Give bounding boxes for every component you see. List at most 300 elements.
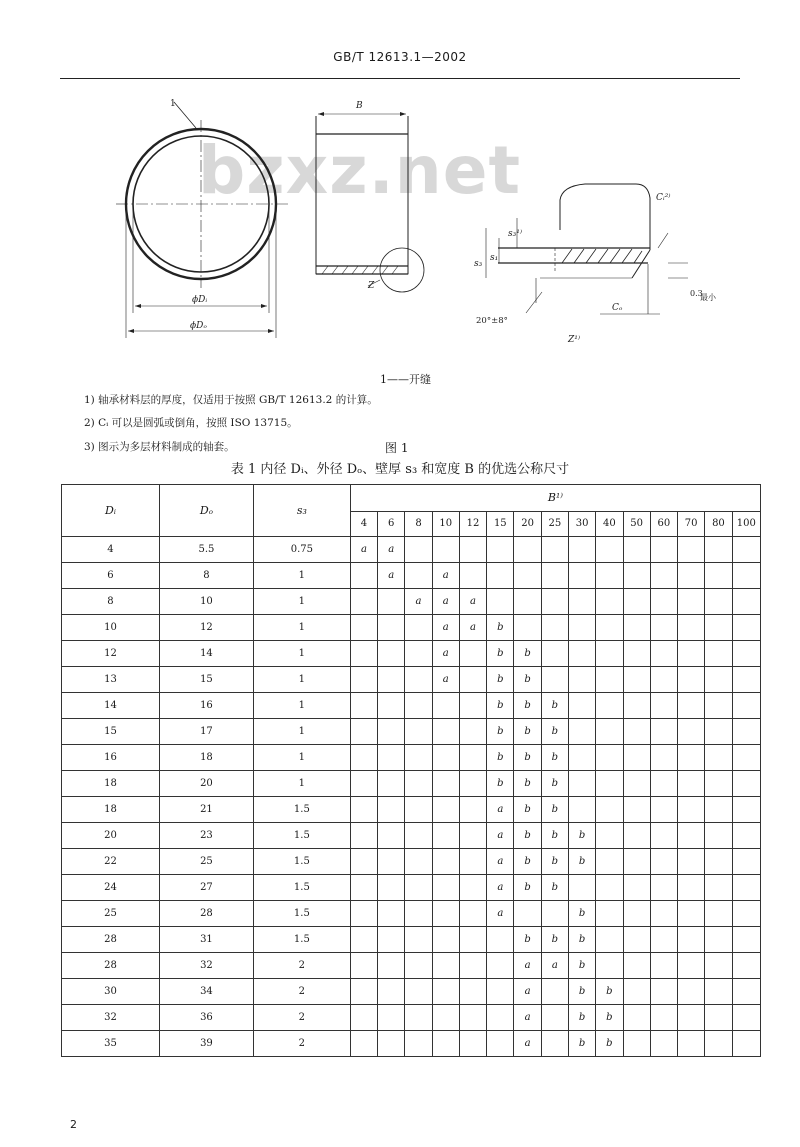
availability-mark-cell	[405, 641, 432, 667]
availability-mark-cell	[405, 849, 432, 875]
availability-mark-cell	[705, 927, 732, 953]
availability-mark-cell	[596, 771, 623, 797]
availability-mark-cell	[705, 797, 732, 823]
availability-mark-cell: b	[541, 849, 568, 875]
availability-mark-cell	[678, 797, 705, 823]
di-cell: 22	[62, 849, 160, 875]
availability-mark-cell	[650, 693, 677, 719]
availability-mark-cell: a	[487, 797, 514, 823]
availability-mark-cell	[623, 979, 650, 1005]
b-value-header: 40	[596, 512, 623, 537]
table-row	[62, 745, 761, 771]
table-row	[62, 1031, 761, 1057]
availability-mark-cell	[405, 979, 432, 1005]
b-value-header: 50	[623, 512, 650, 537]
availability-mark-cell	[541, 1005, 568, 1031]
availability-mark-cell: b	[541, 771, 568, 797]
availability-mark-cell	[650, 563, 677, 589]
b-value-header: 12	[459, 512, 486, 537]
availability-mark-cell	[705, 875, 732, 901]
availability-mark-cell	[432, 1005, 459, 1031]
availability-mark-cell	[705, 641, 732, 667]
do-cell: 8	[159, 563, 253, 589]
availability-mark-cell	[678, 1005, 705, 1031]
availability-mark-cell	[541, 979, 568, 1005]
availability-mark-cell	[350, 745, 377, 771]
di-cell: 10	[62, 615, 160, 641]
availability-mark-cell	[405, 1005, 432, 1031]
availability-mark-cell	[596, 615, 623, 641]
availability-mark-cell: a	[514, 1031, 541, 1057]
availability-mark-cell	[596, 849, 623, 875]
availability-mark-cell	[650, 589, 677, 615]
availability-mark-cell	[650, 771, 677, 797]
di-cell: 13	[62, 667, 160, 693]
header-rule	[60, 78, 740, 79]
dim-b-label: B	[356, 101, 363, 111]
availability-mark-cell	[459, 771, 486, 797]
availability-mark-cell: a	[459, 615, 486, 641]
availability-mark-cell	[650, 537, 677, 563]
availability-mark-cell	[514, 615, 541, 641]
availability-mark-cell	[705, 745, 732, 771]
availability-mark-cell	[541, 1031, 568, 1057]
availability-mark-cell	[487, 589, 514, 615]
availability-mark-cell: a	[541, 953, 568, 979]
availability-mark-cell: b	[568, 1005, 595, 1031]
availability-mark-cell: b	[541, 927, 568, 953]
s3-cell: 1	[253, 693, 350, 719]
availability-mark-cell	[378, 641, 405, 667]
availability-mark-cell	[705, 979, 732, 1005]
availability-mark-cell: b	[487, 693, 514, 719]
availability-mark-cell	[732, 875, 760, 901]
table-row	[62, 875, 761, 901]
availability-mark-cell: a	[432, 615, 459, 641]
availability-mark-cell	[705, 1005, 732, 1031]
availability-mark-cell: b	[487, 745, 514, 771]
availability-mark-cell	[568, 745, 595, 771]
availability-mark-cell	[623, 849, 650, 875]
s3-cell: 1.5	[253, 875, 350, 901]
availability-mark-cell	[350, 563, 377, 589]
availability-mark-cell: b	[487, 667, 514, 693]
do-cell: 27	[159, 875, 253, 901]
availability-mark-cell	[678, 849, 705, 875]
b-value-header: 30	[568, 512, 595, 537]
availability-mark-cell	[350, 615, 377, 641]
availability-mark-cell	[596, 927, 623, 953]
availability-mark-cell: a	[514, 953, 541, 979]
availability-mark-cell	[678, 563, 705, 589]
availability-mark-cell	[732, 719, 760, 745]
table-row	[62, 849, 761, 875]
availability-mark-cell	[705, 953, 732, 979]
availability-mark-cell	[378, 849, 405, 875]
availability-mark-cell	[378, 979, 405, 1005]
availability-mark-cell	[405, 745, 432, 771]
availability-mark-cell	[732, 771, 760, 797]
availability-mark-cell	[350, 719, 377, 745]
table-row	[62, 771, 761, 797]
do-cell: 16	[159, 693, 253, 719]
availability-mark-cell	[378, 667, 405, 693]
availability-mark-cell	[623, 615, 650, 641]
availability-mark-cell	[678, 641, 705, 667]
availability-mark-cell: b	[514, 667, 541, 693]
do-cell: 28	[159, 901, 253, 927]
availability-mark-cell	[432, 953, 459, 979]
di-cell: 8	[62, 589, 160, 615]
table-row	[62, 823, 761, 849]
availability-mark-cell	[732, 589, 760, 615]
availability-mark-cell: b	[514, 719, 541, 745]
availability-mark-cell: b	[514, 875, 541, 901]
figure-1-drawing	[0, 88, 800, 358]
availability-mark-cell	[678, 875, 705, 901]
availability-mark-cell	[459, 927, 486, 953]
availability-mark-cell	[487, 1031, 514, 1057]
availability-mark-cell: b	[568, 849, 595, 875]
availability-mark-cell	[405, 615, 432, 641]
footnote-2: 2) Cᵢ 可以是圆弧或倒角，按照 ISO 13715。	[84, 417, 298, 429]
b-value-header: 80	[705, 512, 732, 537]
availability-mark-cell	[350, 641, 377, 667]
availability-mark-cell	[541, 563, 568, 589]
b-value-header: 10	[432, 512, 459, 537]
table-caption: 表 1 内径 Dᵢ、外径 Dₒ、壁厚 s₃ 和宽度 B 的优选公称尺寸	[230, 462, 570, 477]
availability-mark-cell	[459, 979, 486, 1005]
availability-mark-cell	[405, 719, 432, 745]
table-row	[62, 797, 761, 823]
availability-mark-cell	[678, 901, 705, 927]
di-cell: 28	[62, 927, 160, 953]
s3-cell: 1.5	[253, 797, 350, 823]
availability-mark-cell	[350, 927, 377, 953]
availability-mark-cell: a	[432, 563, 459, 589]
availability-mark-cell: a	[487, 875, 514, 901]
availability-mark-cell	[405, 693, 432, 719]
availability-mark-cell	[596, 563, 623, 589]
availability-mark-cell	[350, 849, 377, 875]
s3-cell: 1	[253, 667, 350, 693]
watermark: bzxz.net	[198, 132, 522, 209]
do-cell: 12	[159, 615, 253, 641]
availability-mark-cell	[541, 537, 568, 563]
availability-mark-cell	[432, 979, 459, 1005]
di-cell: 15	[62, 719, 160, 745]
availability-mark-cell: b	[541, 745, 568, 771]
b-value-header: 15	[487, 512, 514, 537]
availability-mark-cell: a	[350, 537, 377, 563]
availability-mark-cell	[568, 719, 595, 745]
availability-mark-cell	[650, 875, 677, 901]
availability-mark-cell: a	[487, 901, 514, 927]
availability-mark-cell: b	[568, 901, 595, 927]
availability-mark-cell	[650, 641, 677, 667]
availability-mark-cell	[459, 693, 486, 719]
availability-mark-cell	[568, 875, 595, 901]
detail-z-label: Z¹⁾	[568, 335, 581, 345]
availability-mark-cell	[459, 901, 486, 927]
table-row	[62, 615, 761, 641]
availability-mark-cell: b	[596, 1005, 623, 1031]
availability-mark-cell	[350, 693, 377, 719]
di-cell: 25	[62, 901, 160, 927]
availability-mark-cell	[432, 693, 459, 719]
availability-mark-cell: b	[596, 979, 623, 1005]
availability-mark-cell	[705, 563, 732, 589]
availability-mark-cell	[650, 901, 677, 927]
availability-mark-cell	[596, 641, 623, 667]
availability-mark-cell: b	[568, 927, 595, 953]
availability-mark-cell	[405, 771, 432, 797]
availability-mark-cell	[650, 667, 677, 693]
do-cell: 34	[159, 979, 253, 1005]
availability-mark-cell	[596, 719, 623, 745]
figure-key: 1——开缝	[380, 373, 431, 386]
availability-mark-cell	[459, 875, 486, 901]
availability-mark-cell	[350, 1005, 377, 1031]
do-cell: 23	[159, 823, 253, 849]
availability-mark-cell: b	[568, 1031, 595, 1057]
availability-mark-cell	[459, 641, 486, 667]
availability-mark-cell	[650, 1005, 677, 1031]
availability-mark-cell	[350, 979, 377, 1005]
availability-mark-cell: a	[432, 667, 459, 693]
availability-mark-cell	[732, 953, 760, 979]
availability-mark-cell	[678, 667, 705, 693]
availability-mark-cell	[732, 797, 760, 823]
s3-cell: 1	[253, 771, 350, 797]
availability-mark-cell	[405, 537, 432, 563]
do-cell: 20	[159, 771, 253, 797]
availability-mark-cell	[705, 615, 732, 641]
preferred-sizes-table	[61, 484, 761, 1057]
availability-mark-cell	[623, 771, 650, 797]
availability-mark-cell	[405, 667, 432, 693]
availability-mark-cell: b	[541, 693, 568, 719]
di-cell: 12	[62, 641, 160, 667]
availability-mark-cell: b	[487, 719, 514, 745]
availability-mark-cell	[541, 589, 568, 615]
availability-mark-cell	[732, 901, 760, 927]
availability-mark-cell	[623, 537, 650, 563]
availability-mark-cell	[350, 823, 377, 849]
availability-mark-cell	[514, 589, 541, 615]
availability-mark-cell	[732, 667, 760, 693]
availability-mark-cell	[705, 901, 732, 927]
s3-cell: 2	[253, 1005, 350, 1031]
availability-mark-cell	[541, 901, 568, 927]
di-cell: 32	[62, 1005, 160, 1031]
availability-mark-cell: b	[514, 797, 541, 823]
availability-mark-cell: b	[568, 823, 595, 849]
s3-cell: 1	[253, 641, 350, 667]
availability-mark-cell	[378, 953, 405, 979]
availability-mark-cell: a	[432, 641, 459, 667]
availability-mark-cell	[623, 641, 650, 667]
availability-mark-cell: b	[514, 745, 541, 771]
availability-mark-cell	[378, 589, 405, 615]
availability-mark-cell	[568, 667, 595, 693]
col-header-do: Dₒ	[159, 485, 253, 537]
do-cell: 25	[159, 849, 253, 875]
availability-mark-cell	[378, 745, 405, 771]
availability-mark-cell	[405, 563, 432, 589]
availability-mark-cell	[541, 641, 568, 667]
bushing-end-view	[116, 99, 290, 338]
availability-mark-cell	[568, 693, 595, 719]
availability-mark-cell	[678, 615, 705, 641]
bushing-side-view	[316, 101, 424, 292]
availability-mark-cell	[623, 1005, 650, 1031]
availability-mark-cell	[623, 745, 650, 771]
s3-cell: 1.5	[253, 849, 350, 875]
availability-mark-cell	[678, 537, 705, 563]
availability-mark-cell: a	[487, 849, 514, 875]
b-value-header: 70	[678, 512, 705, 537]
availability-mark-cell	[650, 615, 677, 641]
s3-cell: 1	[253, 745, 350, 771]
availability-mark-cell: b	[514, 823, 541, 849]
availability-mark-cell	[459, 823, 486, 849]
do-cell: 14	[159, 641, 253, 667]
standard-code-header: GB/T 12613.1—2002	[333, 50, 467, 64]
availability-mark-cell: b	[596, 1031, 623, 1057]
availability-mark-cell	[350, 771, 377, 797]
z-label: Z	[368, 281, 375, 291]
availability-mark-cell	[705, 589, 732, 615]
availability-mark-cell	[432, 1031, 459, 1057]
availability-mark-cell	[432, 771, 459, 797]
availability-mark-cell: a	[459, 589, 486, 615]
availability-mark-cell	[432, 797, 459, 823]
availability-mark-cell: b	[568, 953, 595, 979]
availability-mark-cell	[378, 927, 405, 953]
s3-cell: 2	[253, 1031, 350, 1057]
availability-mark-cell	[378, 771, 405, 797]
s3-cell: 1.5	[253, 901, 350, 927]
availability-mark-cell	[459, 563, 486, 589]
detail-z-view	[474, 184, 717, 345]
s3-cell: 0.75	[253, 537, 350, 563]
availability-mark-cell	[350, 901, 377, 927]
availability-mark-cell	[405, 927, 432, 953]
availability-mark-cell	[732, 849, 760, 875]
availability-mark-cell	[732, 537, 760, 563]
availability-mark-cell	[378, 797, 405, 823]
table-row	[62, 537, 761, 563]
availability-mark-cell	[650, 823, 677, 849]
dim-di-label: ϕDᵢ	[192, 295, 208, 305]
availability-mark-cell: b	[514, 693, 541, 719]
availability-mark-cell	[378, 875, 405, 901]
availability-mark-cell	[732, 641, 760, 667]
col-header-di: Dᵢ	[62, 485, 160, 537]
availability-mark-cell: a	[378, 537, 405, 563]
availability-mark-cell: a	[487, 823, 514, 849]
angle-label: 20°±8°	[476, 316, 508, 326]
availability-mark-cell	[432, 537, 459, 563]
availability-mark-cell	[378, 1005, 405, 1031]
availability-mark-cell	[678, 979, 705, 1005]
availability-mark-cell: b	[541, 719, 568, 745]
footnote-3: 3) 图示为多层材料制成的轴套。	[84, 441, 235, 453]
availability-mark-cell	[732, 927, 760, 953]
availability-mark-cell: a	[405, 589, 432, 615]
do-cell: 18	[159, 745, 253, 771]
availability-mark-cell	[623, 875, 650, 901]
availability-mark-cell	[350, 667, 377, 693]
footnote-1: 1) 轴承材料层的厚度，仅适用于按照 GB/T 12613.2 的计算。	[84, 394, 378, 406]
do-cell: 10	[159, 589, 253, 615]
s3-cell: 1.5	[253, 927, 350, 953]
availability-mark-cell: b	[514, 927, 541, 953]
availability-mark-cell	[732, 693, 760, 719]
availability-mark-cell	[459, 849, 486, 875]
do-cell: 17	[159, 719, 253, 745]
table-row	[62, 589, 761, 615]
b-value-header: 8	[405, 512, 432, 537]
availability-mark-cell	[405, 823, 432, 849]
availability-mark-cell	[568, 537, 595, 563]
availability-mark-cell	[623, 797, 650, 823]
availability-mark-cell	[459, 797, 486, 823]
availability-mark-cell	[650, 797, 677, 823]
availability-mark-cell	[678, 589, 705, 615]
availability-mark-cell	[623, 927, 650, 953]
availability-mark-cell	[568, 589, 595, 615]
availability-mark-cell: a	[378, 563, 405, 589]
availability-mark-cell	[350, 953, 377, 979]
availability-mark-cell	[432, 927, 459, 953]
table-body	[62, 537, 761, 1057]
availability-mark-cell	[568, 641, 595, 667]
availability-mark-cell	[596, 823, 623, 849]
do-cell: 15	[159, 667, 253, 693]
availability-mark-cell: b	[514, 849, 541, 875]
availability-mark-cell	[705, 693, 732, 719]
availability-mark-cell	[678, 823, 705, 849]
availability-mark-cell	[732, 1005, 760, 1031]
page-number: 2	[70, 1118, 77, 1131]
availability-mark-cell: b	[568, 979, 595, 1005]
availability-mark-cell	[541, 667, 568, 693]
availability-mark-cell	[568, 563, 595, 589]
table-row	[62, 927, 761, 953]
availability-mark-cell	[596, 693, 623, 719]
availability-mark-cell	[623, 693, 650, 719]
availability-mark-cell	[432, 901, 459, 927]
availability-mark-cell	[596, 589, 623, 615]
availability-mark-cell	[732, 979, 760, 1005]
table-row	[62, 719, 761, 745]
di-cell: 16	[62, 745, 160, 771]
availability-mark-cell	[623, 823, 650, 849]
availability-mark-cell	[378, 719, 405, 745]
availability-mark-cell	[568, 615, 595, 641]
s3-cell: 1	[253, 719, 350, 745]
availability-mark-cell	[650, 745, 677, 771]
availability-mark-cell	[623, 901, 650, 927]
availability-mark-cell: a	[432, 589, 459, 615]
s3-cell: 2	[253, 979, 350, 1005]
availability-mark-cell	[487, 537, 514, 563]
availability-mark-cell	[378, 1031, 405, 1057]
availability-mark-cell	[487, 1005, 514, 1031]
b-value-header: 6	[378, 512, 405, 537]
